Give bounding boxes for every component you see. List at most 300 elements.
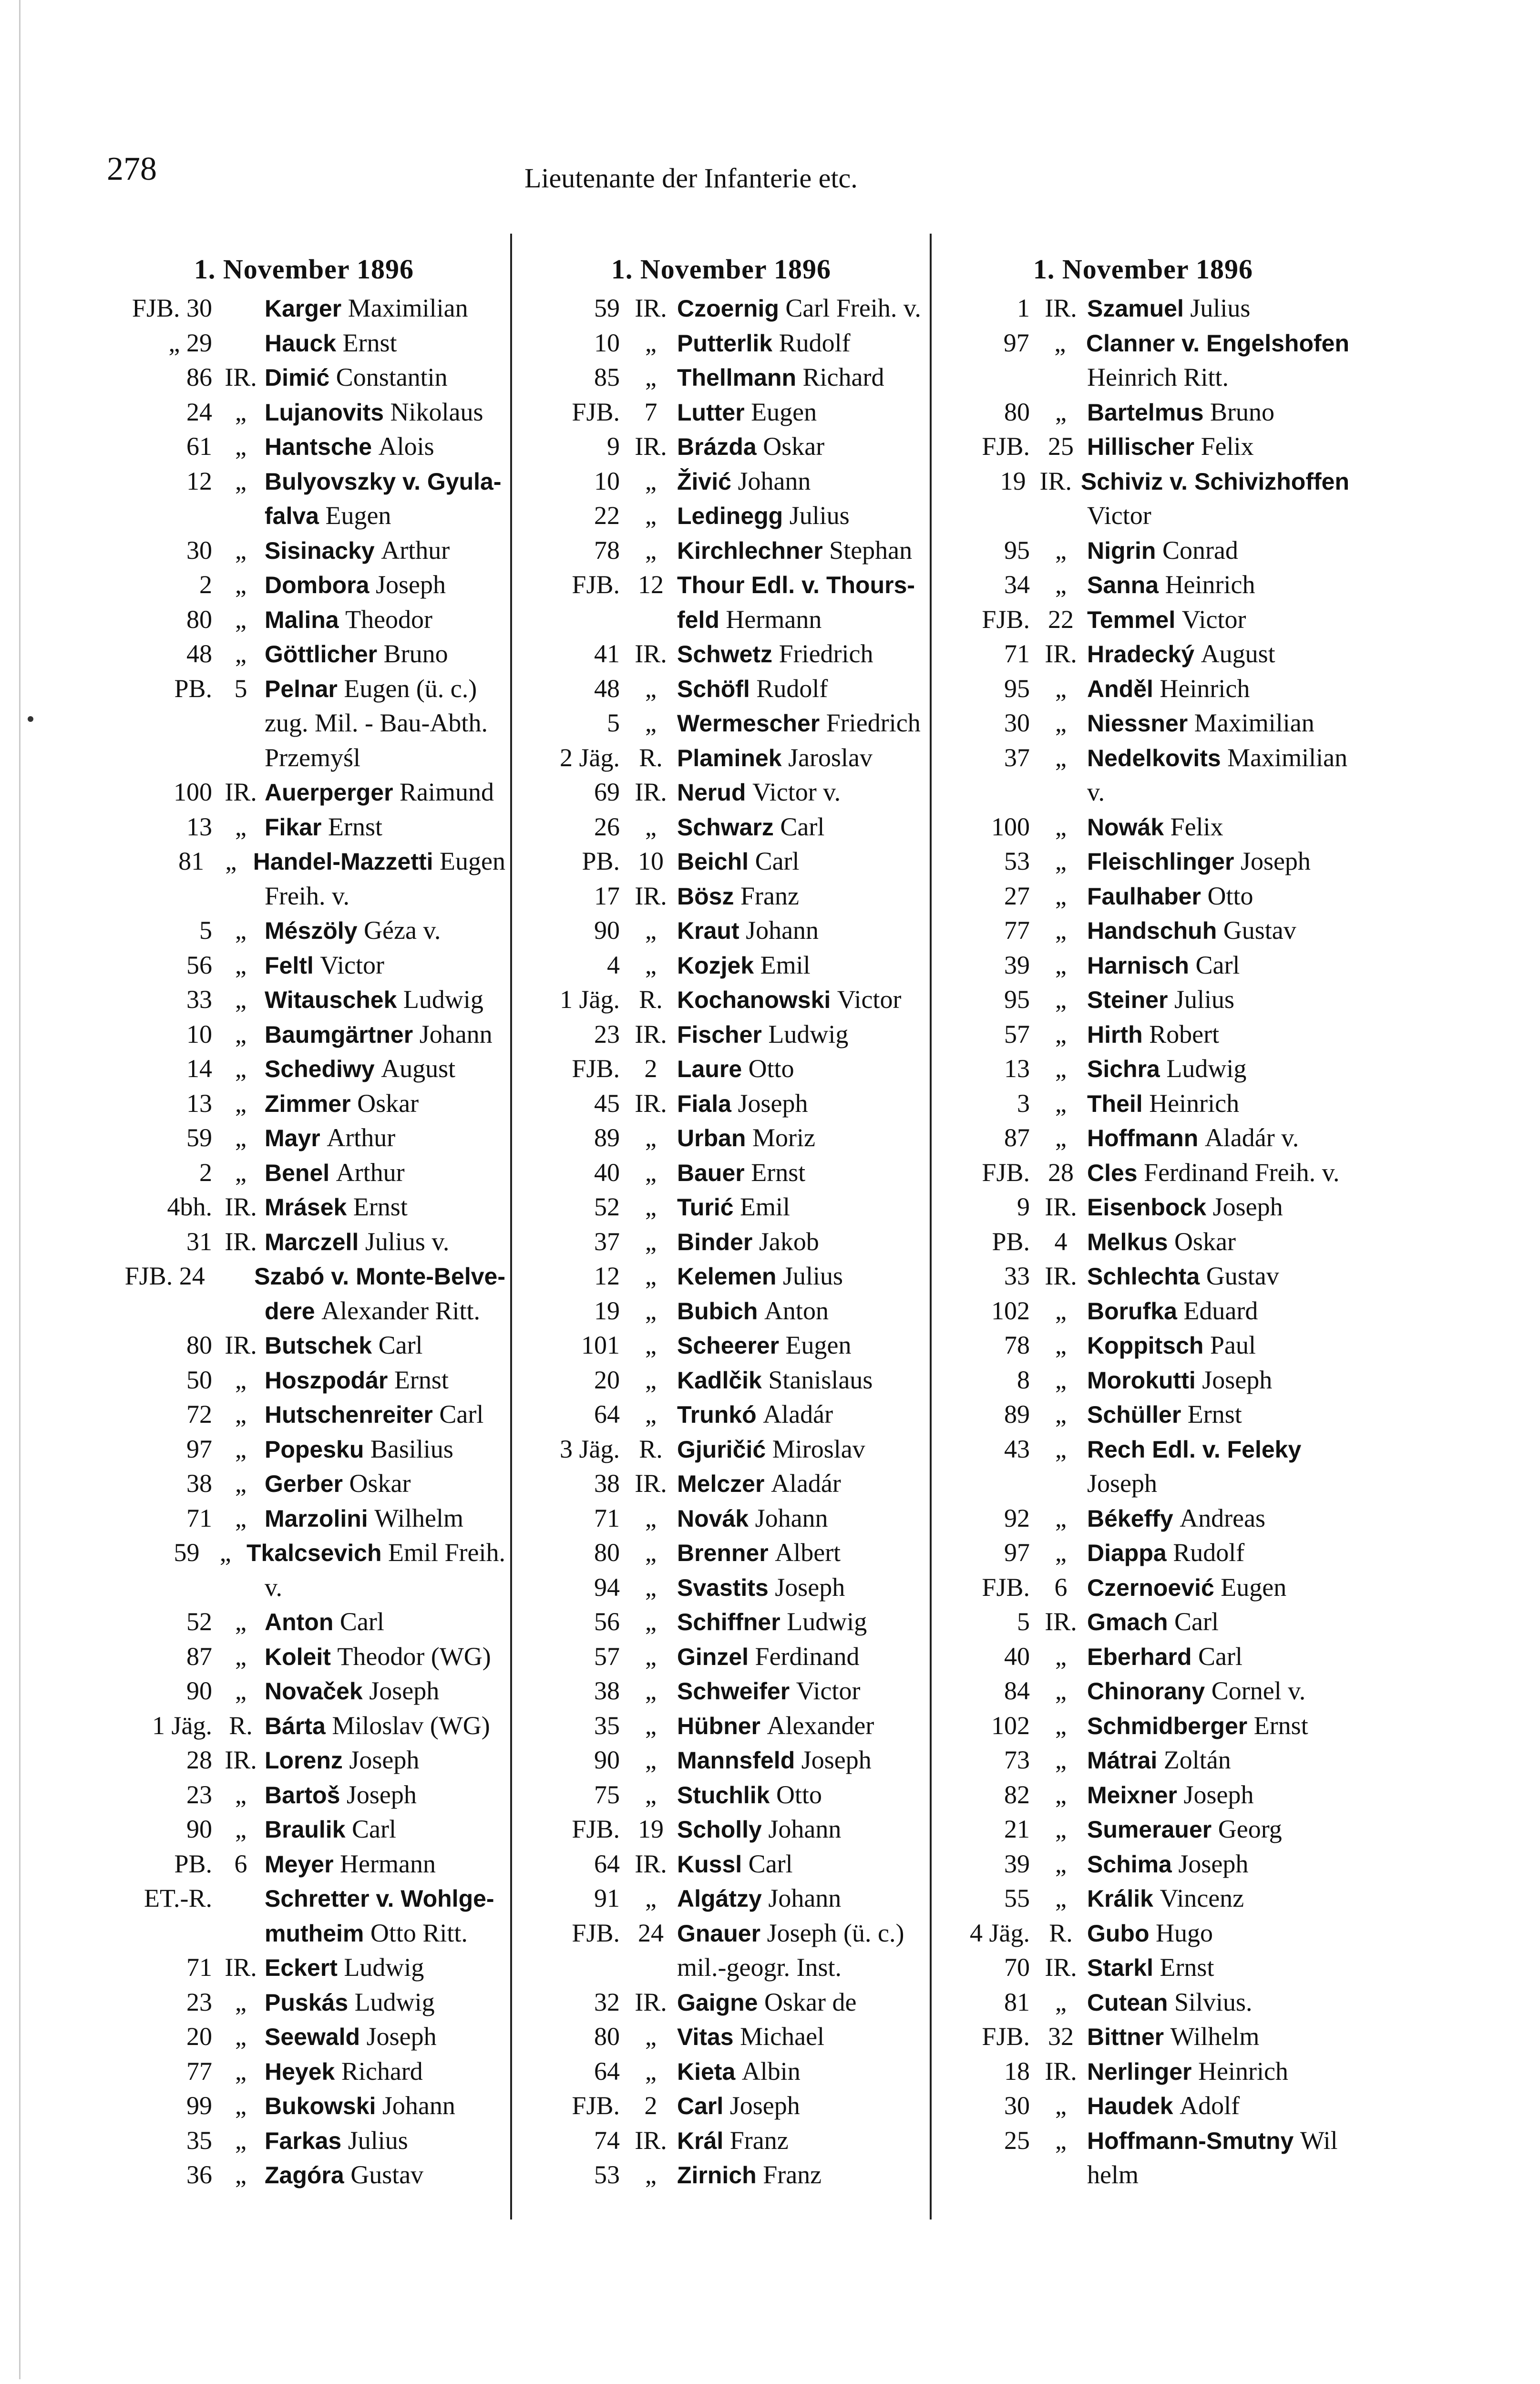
list-item: [103, 948, 505, 983]
surname: Wermescher: [677, 710, 820, 737]
given-name: Ernst: [751, 1158, 806, 1187]
entry-unit: 25: [1048, 432, 1074, 461]
given-name: Franz: [740, 881, 799, 910]
list-item: [520, 2158, 923, 2192]
entry-name: [1087, 740, 1347, 775]
entry-name: [677, 1604, 867, 1639]
entry-number: 50: [186, 1365, 212, 1394]
list-item: [103, 2123, 505, 2158]
entry-number: 80: [186, 605, 212, 634]
surname: Mátrai: [1087, 1747, 1158, 1774]
column-heading: 1. November 1896: [611, 254, 832, 285]
given-name: Heinrich: [1165, 570, 1255, 599]
entry-name: [265, 2088, 455, 2123]
entry-number: 18: [1004, 2056, 1030, 2086]
entry-number: FJB.: [982, 1572, 1030, 1602]
entry-number: 35: [186, 2126, 212, 2155]
entry-number: 99: [186, 2091, 212, 2120]
entry-name: [1087, 291, 1250, 326]
surname: Schmidberger: [1087, 1712, 1248, 1739]
surname: Ledinegg: [677, 503, 783, 529]
entry-number: 77: [186, 2056, 212, 2086]
entry-name: [677, 360, 884, 395]
given-name: Felix: [1201, 432, 1254, 461]
list-item: [520, 1328, 923, 1363]
given-name: Michael: [740, 2022, 825, 2051]
surname: Gaigne: [677, 1989, 758, 2016]
entry-name: [253, 844, 505, 879]
given-name: Ernst: [1187, 1400, 1242, 1428]
entry-unit: „: [1055, 1780, 1067, 1809]
list-item: [103, 1086, 505, 1121]
given-name: Felix: [1170, 812, 1223, 841]
entry-number: „ 29: [168, 328, 212, 357]
entry-number: 53: [594, 2160, 620, 2189]
given-name: Miroslav: [772, 1434, 865, 1463]
entry-name: [677, 913, 819, 948]
entry-name: [1087, 1120, 1299, 1155]
surname: Algátzy: [677, 1885, 762, 1912]
list-item: [520, 879, 923, 914]
list-item: [520, 2088, 923, 2123]
given-name: Joseph: [346, 1780, 417, 1809]
list-item: [103, 982, 505, 1017]
given-name: Victor v.: [752, 778, 841, 806]
entry-number: 48: [186, 639, 212, 668]
given-name: Wilhelm: [1170, 2022, 1260, 2051]
list-item: [937, 1708, 1349, 1743]
given-name: Eugen: [751, 397, 817, 426]
entry-number: 4: [607, 950, 620, 979]
entry-name: [1087, 360, 1229, 395]
entry-number: 23: [186, 1780, 212, 1809]
given-name: Friedrich: [826, 709, 921, 737]
surname: Sumerauer: [1087, 1816, 1212, 1843]
surname: Temmel: [1087, 606, 1176, 633]
entry-name: [265, 1950, 424, 1985]
surname: Eisenbock: [1087, 1194, 1207, 1221]
given-name: Carl: [1174, 1607, 1219, 1636]
entry-name: [1087, 1294, 1258, 1328]
entry-unit: IR.: [635, 294, 667, 322]
list-item: [520, 1501, 923, 1536]
entry-number: 36: [186, 2160, 212, 2189]
entry-number: 20: [186, 2022, 212, 2051]
entry-name: [677, 1501, 828, 1536]
given-name: Heinrich: [1149, 1089, 1240, 1118]
entry-name: [677, 1466, 841, 1501]
entry-name: [265, 1570, 282, 1605]
entry-unit: „: [645, 1711, 657, 1740]
given-name: Georg: [1218, 1815, 1282, 1843]
entry-number: 13: [186, 812, 212, 841]
list-item: [103, 1743, 505, 1778]
list-item: [103, 2088, 505, 2123]
list-item: [103, 1639, 505, 1674]
list-item: [103, 1328, 505, 1363]
entry-unit: IR.: [635, 881, 667, 910]
entry-number: 102: [991, 1296, 1030, 1325]
list-item: [103, 1294, 505, 1328]
entry-unit: „: [645, 916, 657, 945]
entry-unit: „: [235, 812, 246, 841]
entry-unit: „: [1055, 1089, 1067, 1118]
surname: Fischer: [677, 1021, 762, 1048]
entry-unit: „: [235, 2091, 246, 2120]
surname: Benel: [265, 1159, 330, 1186]
entry-number: 90: [594, 916, 620, 945]
entry-number: PB.: [174, 1849, 212, 1878]
given-name: Johann: [738, 466, 811, 495]
entry-number: FJB.: [982, 432, 1030, 461]
surname: Nerlinger: [1087, 2058, 1192, 2085]
surname: Hillischer: [1087, 433, 1195, 460]
list-item: [520, 1881, 923, 1916]
surname: Eberhard: [1087, 1643, 1192, 1670]
list-item: [103, 1881, 505, 1916]
list-item: [103, 1259, 505, 1294]
entry-name: [677, 671, 828, 706]
list-column: [937, 248, 1349, 2192]
given-name: Eugen: [1221, 1572, 1287, 1602]
entry-name: [265, 1916, 468, 1951]
given-name: Johann: [382, 2091, 455, 2120]
surname: Bösz: [677, 883, 734, 910]
entry-name: [265, 429, 434, 464]
entry-number: 37: [1004, 743, 1030, 772]
surname: Cutean: [1087, 1989, 1168, 2016]
given-name: Carl: [339, 1607, 384, 1636]
given-name: Zoltán: [1163, 1746, 1231, 1774]
entry-number: 3 Jäg.: [560, 1434, 620, 1463]
entry-unit: „: [235, 605, 246, 634]
entry-name: [677, 1950, 842, 1985]
list-item: [520, 1294, 923, 1328]
entry-number: 30: [186, 535, 212, 565]
surname: Morokutti: [1087, 1367, 1196, 1394]
list-item: [103, 1674, 505, 1708]
entry-unit: IR.: [225, 1746, 257, 1774]
entry-name: [265, 464, 501, 499]
entry-number: 71: [1004, 639, 1030, 668]
entry-number: 71: [594, 1503, 620, 1532]
entry-number: FJB. 24: [124, 1262, 205, 1290]
surname: Zimmer: [265, 1090, 351, 1117]
entry-number: 10: [594, 466, 620, 495]
surname: Schüller: [1087, 1401, 1181, 1428]
entry-number: 59: [174, 1538, 200, 1567]
list-item: [520, 706, 923, 740]
entry-number: 33: [186, 985, 212, 1014]
list-item: [520, 1812, 923, 1847]
given-name: Heinrich: [1198, 2056, 1288, 2086]
surname: Dimić: [265, 364, 330, 391]
entry-number: FJB.: [572, 570, 620, 599]
entry-unit: [217, 1570, 265, 1605]
entry-number: 64: [594, 2056, 620, 2086]
surname: mutheim: [265, 1920, 364, 1947]
given-name: Carl Freih. v.: [785, 294, 921, 322]
entry-number: PB.: [174, 674, 212, 703]
entry-unit: „: [1055, 847, 1067, 875]
surname: Sanna: [1087, 572, 1159, 598]
entry-name: [677, 1155, 805, 1190]
surname: Bárta: [265, 1712, 326, 1739]
surname: Turić: [677, 1194, 734, 1221]
given-name: Julius: [1174, 985, 1235, 1014]
entry-name: [677, 464, 811, 499]
list-item: [520, 1604, 923, 1639]
entry-number: 92: [1004, 1503, 1030, 1532]
entry-unit: IR.: [635, 1469, 667, 1498]
entry-unit: „: [219, 1538, 231, 1567]
entry-name: [265, 1120, 395, 1155]
given-name: Géza v.: [364, 916, 441, 945]
entry-number: 100: [174, 778, 212, 806]
entry-unit: IR.: [635, 639, 667, 668]
surname: Hoszpodár: [265, 1367, 388, 1394]
list-item: [520, 637, 923, 671]
given-name: Rudolf: [756, 674, 828, 703]
entry-unit: IR.: [1045, 639, 1077, 668]
list-item: [937, 948, 1349, 983]
entry-number: [937, 498, 1035, 533]
entry-name: [1087, 1051, 1246, 1086]
entry-number: 48: [594, 674, 620, 703]
surname: Clanner v. Engelshofen: [1086, 329, 1349, 357]
entry-unit: „: [645, 2160, 657, 2189]
entry-unit: „: [235, 1158, 246, 1187]
entry-unit: 2: [644, 1054, 657, 1083]
entry-unit: „: [1055, 1019, 1067, 1048]
entry-unit: IR.: [1045, 2056, 1077, 2086]
entry-number: 5: [607, 709, 620, 737]
entry-unit: 7: [644, 397, 657, 426]
entry-name: [1087, 2088, 1240, 2123]
list-item: [937, 395, 1349, 430]
entry-number: FJB.: [572, 1815, 620, 1843]
given-name: Emil: [740, 1192, 791, 1221]
entry-unit: „: [645, 1572, 657, 1602]
surname: Kadlčik: [677, 1367, 762, 1394]
surname: Nigrin: [1087, 537, 1156, 564]
given-name: Constantin: [336, 363, 448, 391]
surname: Schwetz: [677, 641, 773, 668]
surname: Schiviz v. Schivizhoffen: [1080, 468, 1349, 495]
given-name: Oskar de: [764, 1987, 857, 2016]
surname: Gmach: [1087, 1609, 1168, 1635]
entry-number: 89: [594, 1123, 620, 1152]
entry-number: [103, 1294, 217, 1328]
given-name: August: [381, 1054, 456, 1083]
entry-unit: „: [235, 1123, 246, 1152]
list-item: [103, 602, 505, 637]
entry-unit: „: [645, 709, 657, 737]
surname: Nedelkovits: [1087, 744, 1221, 771]
entry-number: 37: [594, 1227, 620, 1256]
surname: Gjuričić: [677, 1436, 766, 1463]
entry-unit: „: [235, 397, 246, 426]
surname: Gerber: [265, 1470, 343, 1497]
list-item: [103, 1190, 505, 1224]
list-item: [103, 706, 505, 740]
surname: Farkas: [265, 2127, 342, 2154]
surname: Braulik: [265, 1816, 346, 1843]
surname: Gnauer: [677, 1920, 761, 1947]
list-item: [520, 1985, 923, 2020]
given-name: Rudolf: [779, 328, 851, 357]
entry-number: 61: [186, 432, 212, 461]
given-name: Julius v.: [365, 1227, 450, 1256]
list-item: [937, 1778, 1349, 1812]
entry-name: [1087, 1017, 1219, 1052]
entry-name: [246, 1535, 505, 1570]
given-name: Oskar: [349, 1469, 411, 1498]
surname: Bittner: [1087, 2024, 1164, 2050]
surname: Nerud: [677, 779, 746, 806]
entry-name: [265, 291, 468, 326]
entry-unit: „: [1055, 1538, 1067, 1567]
entry-name: [1087, 1501, 1265, 1536]
entry-unit: IR.: [225, 778, 257, 806]
entry-number: 94: [594, 1572, 620, 1602]
entry-unit: „: [235, 639, 246, 668]
entry-name: [677, 1778, 822, 1812]
entry-name: [265, 1985, 435, 2020]
entry-unit: [1035, 2158, 1087, 2192]
surname: Malina: [265, 606, 339, 633]
entry-unit: „: [645, 1538, 657, 1567]
surname: Kussl: [677, 1850, 742, 1878]
entry-name: [1087, 1432, 1301, 1467]
given-name: Eugen: [440, 847, 505, 875]
list-item: [937, 498, 1349, 533]
surname: Popesku: [265, 1436, 364, 1463]
list-item: [520, 740, 923, 775]
given-name: Otto: [748, 1054, 794, 1083]
entry-unit: IR.: [225, 1192, 257, 1221]
given-name: Vincenz: [1160, 1884, 1244, 1912]
entry-name: [265, 326, 397, 360]
running-head: Lieutenante der Infanterie etc.: [524, 163, 858, 194]
given-name: Emil Freih.: [388, 1538, 505, 1567]
entry-number: 28: [186, 1746, 212, 1774]
entry-number: 2 Jäg.: [560, 743, 620, 772]
entry-unit: „: [1055, 812, 1067, 841]
surname: Bauer: [677, 1159, 745, 1186]
entry-name: [1087, 1847, 1248, 1881]
surname: Brenner: [677, 1540, 769, 1566]
list-item: [520, 1397, 923, 1432]
entry-name: [1087, 1916, 1213, 1951]
entry-unit: 2: [644, 2091, 657, 2120]
surname: Brázda: [677, 433, 757, 460]
surname: Fiala: [677, 1090, 731, 1117]
entry-name: [1087, 1881, 1244, 1916]
given-name: Aladár: [763, 1400, 833, 1428]
entry-name: [1087, 1224, 1236, 1259]
entry-name: [1087, 1259, 1279, 1294]
given-name: Emil: [760, 950, 811, 979]
given-name: Julius: [789, 501, 850, 530]
entry-number: FJB. 30: [132, 294, 212, 322]
entry-number: 19: [594, 1296, 620, 1325]
entry-number: 40: [1004, 1642, 1030, 1671]
list-item: [103, 775, 505, 810]
entry-name: [1087, 1743, 1231, 1778]
given-name: Ludwig: [403, 985, 483, 1014]
entry-unit: IR.: [1045, 1192, 1077, 1221]
given-name: Hugo: [1156, 1918, 1213, 1947]
list-item: [520, 1778, 923, 1812]
entry-name: [1087, 1466, 1157, 1501]
entry-number: 30: [1004, 2091, 1030, 2120]
given-name: Hermann: [726, 605, 822, 634]
entry-name: [677, 1985, 856, 2020]
surname: Vitas: [677, 2024, 734, 2050]
list-item: [520, 2123, 923, 2158]
entry-unit: [217, 740, 265, 775]
list-item: [103, 740, 505, 775]
list-item: [937, 775, 1349, 810]
entry-name: [677, 982, 902, 1017]
entry-name: [1087, 775, 1105, 810]
list-item: [520, 291, 923, 326]
surname: Kozjek: [677, 952, 754, 979]
surname: Plaminek: [677, 744, 782, 771]
given-name: Ferdinand Freih. v.: [1144, 1158, 1340, 1187]
given-name: Joseph: [349, 1746, 420, 1774]
entry-unit: „: [225, 847, 237, 875]
entry-unit: „: [645, 1227, 657, 1256]
list-item: [103, 637, 505, 671]
list-item: [520, 775, 923, 810]
entry-unit: „: [645, 674, 657, 703]
entry-number: 52: [594, 1192, 620, 1221]
entry-name: [677, 1639, 859, 1674]
given-name: Johann: [755, 1503, 828, 1532]
surname: Zagóra: [265, 2162, 344, 2189]
entry-unit: „: [645, 1365, 657, 1394]
given-name: Joseph: [775, 1572, 845, 1602]
surname: Mészöly: [265, 917, 358, 944]
entry-name: [1081, 464, 1349, 499]
given-name: Joseph: [1240, 847, 1311, 875]
surname: Békeffy: [1087, 1505, 1173, 1532]
entry-unit: „: [1055, 570, 1067, 599]
entry-unit: [217, 291, 265, 326]
entry-number: 75: [594, 1780, 620, 1809]
given-name: Carl: [780, 812, 825, 841]
entry-name: [677, 1017, 848, 1052]
entry-name: [677, 2158, 821, 2192]
entry-number: 40: [594, 1158, 620, 1187]
list-item: [103, 2158, 505, 2192]
list-item: [520, 429, 923, 464]
entry-number: 85: [594, 363, 620, 391]
entry-name: [677, 879, 799, 914]
surname: Lujanovits: [265, 399, 384, 426]
given-name: Ludwig: [354, 1987, 435, 2016]
entry-unit: „: [1055, 1987, 1067, 2016]
surname: Schwarz: [677, 813, 774, 841]
given-name: Albin: [741, 2056, 801, 2086]
given-name: v.: [265, 1572, 282, 1602]
entry-name: [677, 567, 915, 602]
entry-number: 43: [1004, 1434, 1030, 1463]
entry-number: 80: [1004, 397, 1030, 426]
surname: Schima: [1087, 1850, 1172, 1878]
